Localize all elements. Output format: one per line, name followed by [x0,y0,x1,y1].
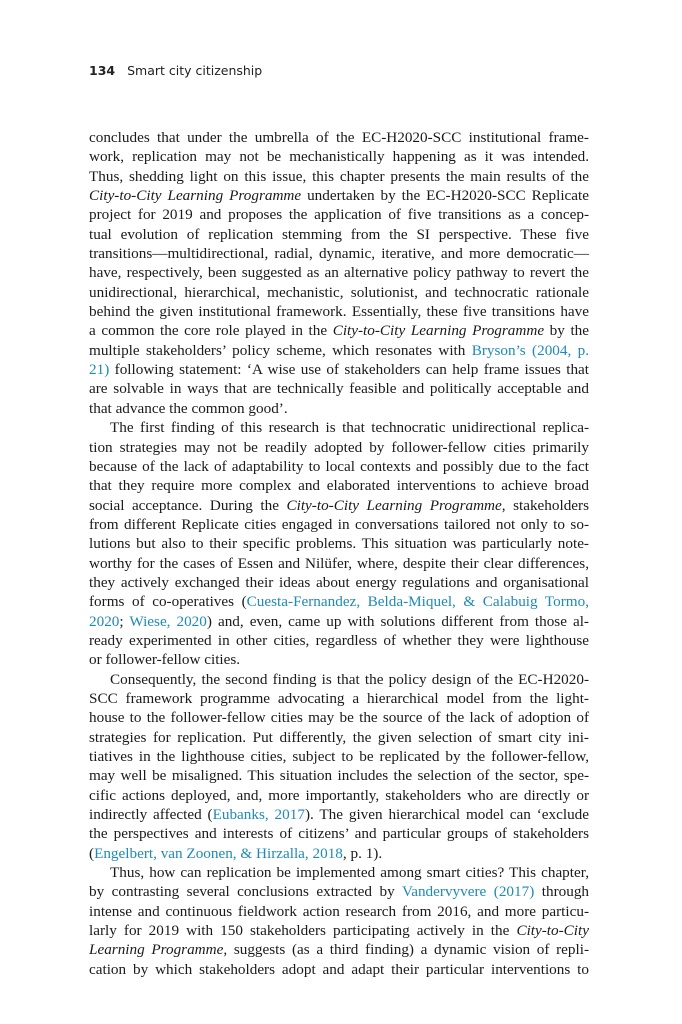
text-line: work, replication may not be mechanistically happening as it was intended. [89,148,589,166]
citation-link-cuesta[interactable]: Cuesta-Fernandez, Belda-Miquel, & Calabuig Tormo, [246,593,589,611]
text-line: have, respectively, been suggested as an alternative policy pathway to revert the [89,264,589,282]
running-title: Smart city citizenship [127,63,263,78]
italic-title: City-to-City Learning Programme [89,187,302,205]
citation-link-wiese[interactable]: Wiese, 2020 [129,612,207,630]
text-line: SCC framework programme advocating a hierarchical model from the light- [89,689,589,707]
text-line [89,805,589,824]
citation-link-vandervyvere[interactable]: Vandervyvere (2017) [401,883,535,901]
text-line: strategies for replication. Put differently, the given selection of smart city ini- [89,728,589,746]
text-line: worthy for the cases of Essen and Nilüfer, where, despite their clear differences, [89,554,589,572]
text-line [89,612,589,631]
text-run: following statement: ‘A wise use of stakeholders can help frame issues that [109,361,589,379]
text-run: forms of co-operatives ( [89,593,247,611]
text-line: project for 2019 and proposes the application of five transitions as a concep- [89,206,589,224]
text-line [89,321,589,340]
citation-link-eubanks[interactable]: Eubanks, 2017 [212,806,305,824]
text-line: Consequently, the second finding is that the policy design of the EC-H2020- [110,670,589,688]
text-line [89,844,589,863]
text-line [89,496,589,515]
citation-link-cuesta-year[interactable]: 2020 [89,612,120,630]
text-run: larly for 2019 with 150 stakeholders participating actively in the [89,922,517,940]
text-line: that they require more complex and elaborated interventions to achieve broad [89,477,589,495]
text-line: intense and continuous fieldwork action research from 2016, and more particu- [89,902,589,920]
text-run: a common the core role played in the [89,322,333,340]
text-line: The first finding of this research is that technocratic unidirectional replica- [110,419,589,437]
text-line: unidirectional, hierarchical, mechanistic, solutionist, and technocratic rationale [89,283,589,301]
text-run: undertaken by the EC-H2020-SCC Replicate [301,187,590,205]
text-line [89,921,589,940]
text-run: by contrasting several conclusions extracted by [89,883,402,901]
text-line: are solvable in ways that are technically feasible and politically acceptable and [89,380,589,398]
text-run: multiple stakeholders’ policy scheme, which resonates with [89,341,472,359]
text-line: or follower-fellow cities. [89,651,241,669]
citation-link-bryson-cont[interactable]: 21) [89,361,110,379]
text-line [89,592,589,611]
running-head [89,63,262,78]
text-line: Thus, how can replication be implemented among smart cities? This chapter, [110,864,589,882]
italic-title: City-to-City [516,922,589,940]
text-line [89,940,589,959]
text-line [89,882,589,901]
text-run: , p. 1). [342,844,383,862]
text-line: that advance the common good’. [89,399,288,417]
text-line: the perspectives and interests of citizens’ and particular groups of stakeholders [89,825,589,843]
text-line: transitions—multidirectional, radial, dynamic, iterative, and more democratic— [89,245,589,263]
text-run: by the [544,322,589,340]
text-run: ( [89,844,95,862]
text-run: , stakeholders [501,496,589,514]
text-line: tual evolution of replication stemming from the SI perspective. These five [89,225,589,243]
text-run: ). The given hierarchical model can ‘exclude [304,806,590,824]
text-run: indirectly affected ( [89,806,213,824]
italic-title: City-to-City Learning Programme [332,322,545,340]
text-run: ; [119,612,130,630]
text-line [89,186,589,205]
text-line: Thus, shedding light on this issue, this chapter presents the main results of the [89,167,589,185]
text-line: tiatives in the lighthouse cities, subject to be replicated by the follower-fellow, [89,748,589,765]
text-line: they actively exchanged their ideas about energy regulations and organisational [89,573,589,591]
text-line: house to the follower-fellow cities may be the source of the lack of adoption of [89,709,589,727]
citation-link-engelbert[interactable]: Engelbert, van Zoonen, & Hirzalla, 2018 [94,844,343,862]
page-number: 134 [89,63,116,78]
text-run: ) and, even, came up with solutions different from those al- [206,612,589,630]
text-line [89,360,589,379]
text-line: may well be misaligned. This situation includes the selection of the sector, spe- [89,767,589,785]
italic-title: City-to-City Learning Programme [286,496,502,514]
text-run: social acceptance. During the [89,496,287,514]
text-run: , suggests (as a third finding) a dynamic vision of repli- [223,941,590,959]
body-text [89,128,589,979]
text-line: concludes that under the umbrella of the EC-H2020-SCC institutional frame- [89,129,589,146]
text-line: ready experimented in other cities, regardless of whether they were lighthouse [89,631,589,649]
text-line: cific actions deployed, and, more importantly, stakeholders who are directly or [89,786,589,804]
text-line: tion strategies may not be readily adopted by follower-fellow cities primarily [89,438,589,456]
text-run: through [534,883,590,901]
text-line [89,341,589,360]
text-line: from different Replicate cities engaged in conversations tailored not only to so- [89,515,589,533]
text-line: lutions but also to their specific problems. This situation was particularly note- [89,535,589,553]
text-line: cation by which stakeholders adopt and adapt their particular interventions to [89,960,589,978]
italic-title: Learning Programme [89,941,224,959]
text-line: behind the given institutional framework. Essentially, these five transitions have [89,303,589,321]
citation-link-bryson[interactable]: Bryson’s (2004, p. [471,341,589,359]
text-line: because of the lack of adaptability to local contexts and possibly due to the fact [89,457,589,475]
